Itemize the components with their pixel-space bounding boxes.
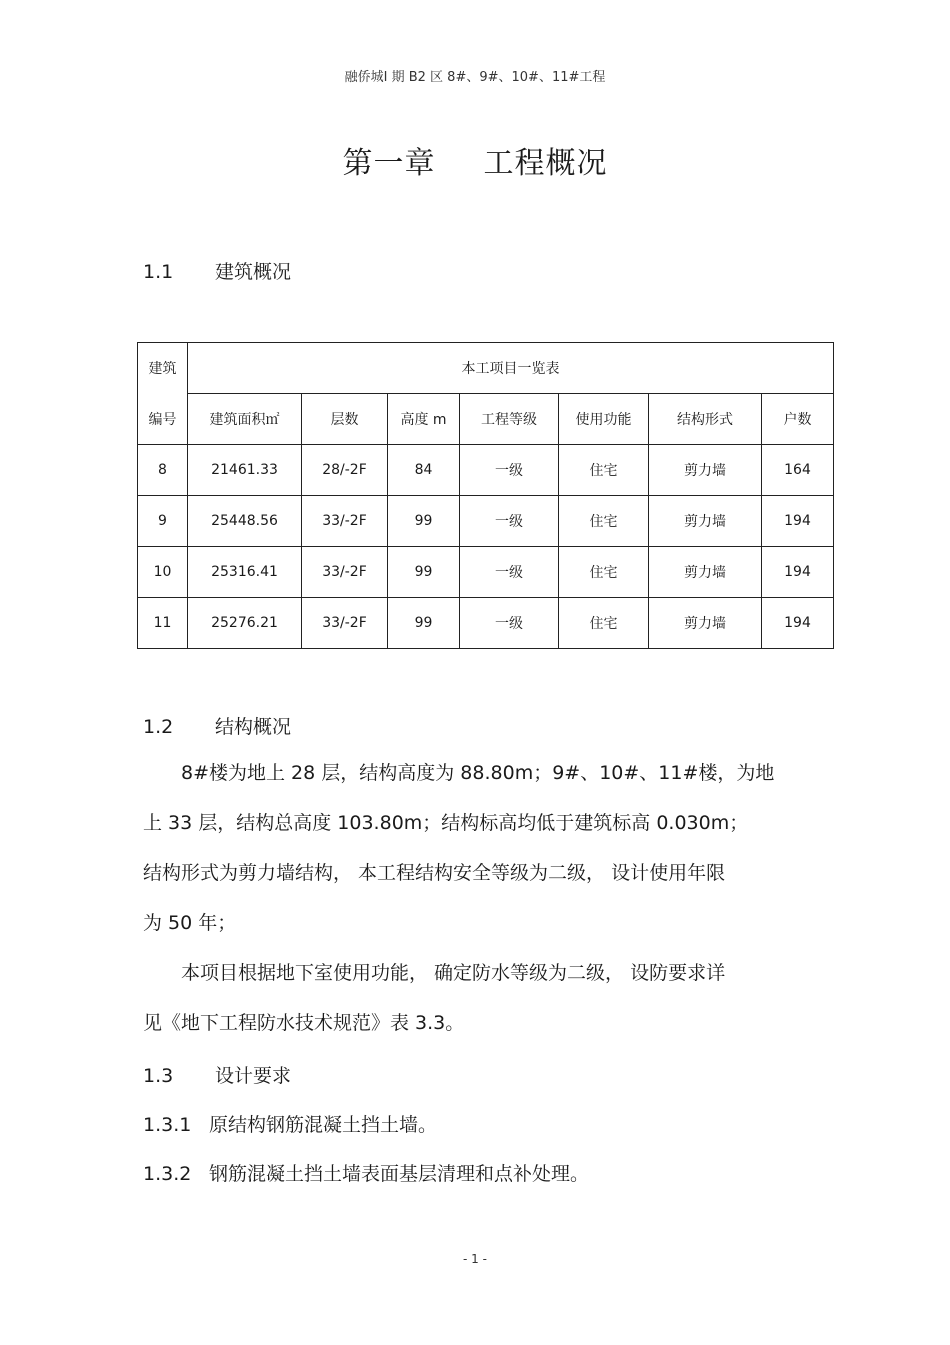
corner-label-bottom: 编号 xyxy=(138,394,188,445)
table-cell: 10 xyxy=(138,547,188,598)
paragraph-line: 本项目根据地下室使用功能， 确定防水等级为二级， 设防要求详 xyxy=(143,962,726,984)
structure-paragraph xyxy=(143,748,808,948)
paragraph-line: 结构形式为剪力墙结构， 本工程结构安全等级为二级， 设计使用年限 xyxy=(143,862,726,884)
section-number: 1.3 xyxy=(143,1065,174,1087)
table-cell: 33/-2F xyxy=(302,547,388,598)
table-header-row xyxy=(138,394,834,445)
section-heading-1-1 xyxy=(143,257,291,284)
corner-label-top: 建筑 xyxy=(138,343,188,394)
table-cell: 194 xyxy=(762,547,834,598)
table-cell: 99 xyxy=(388,496,460,547)
section-title: 原结构钢筋混凝土挡土墙。 xyxy=(209,1114,438,1136)
project-table xyxy=(137,342,834,649)
section-title: 钢筋混凝土挡土墙表面基层清理和点补处理。 xyxy=(209,1163,590,1185)
table-cell: 33/-2F xyxy=(302,598,388,649)
section-title: 结构概况 xyxy=(215,716,292,738)
table-cell: 99 xyxy=(388,547,460,598)
header-cell: 层数 xyxy=(302,394,388,445)
paragraph-line: 见《地下工程防水技术规范》表 3.3。 xyxy=(143,1012,465,1034)
table-cell: 剪力墙 xyxy=(649,445,762,496)
section-number: 1.3.1 xyxy=(143,1114,192,1136)
table-cell: 25276.21 xyxy=(188,598,302,649)
section-heading-1-3-1 xyxy=(143,1110,437,1137)
section-title: 建筑概况 xyxy=(215,261,292,283)
chapter-title xyxy=(0,138,950,182)
table-cell: 99 xyxy=(388,598,460,649)
table-row xyxy=(138,598,834,649)
table-cell: 9 xyxy=(138,496,188,547)
header-cell: 高度 m xyxy=(388,394,460,445)
section-heading-1-3 xyxy=(143,1061,291,1088)
table-cell: 剪力墙 xyxy=(649,496,762,547)
paragraph-line: 上 33 层，结构总高度 103.80m；结构标高均低于建筑标高 0.030m； xyxy=(143,812,749,834)
page-number: - 1 - xyxy=(463,1252,487,1266)
chapter-number: 第一章 xyxy=(342,146,436,181)
table-cell: 一级 xyxy=(460,547,559,598)
table-row xyxy=(138,445,834,496)
table-row xyxy=(138,547,834,598)
table-cell: 21461.33 xyxy=(188,445,302,496)
table-cell: 194 xyxy=(762,598,834,649)
header-cell: 使用功能 xyxy=(559,394,649,445)
section-number: 1.2 xyxy=(143,716,174,738)
header-cell: 建筑面积㎡ xyxy=(188,394,302,445)
section-number: 1.3.2 xyxy=(143,1163,192,1185)
table-cell: 25448.56 xyxy=(188,496,302,547)
table-cell: 住宅 xyxy=(559,547,649,598)
header-cell: 户数 xyxy=(762,394,834,445)
table-cell: 住宅 xyxy=(559,598,649,649)
table-cell: 194 xyxy=(762,496,834,547)
table-cell: 33/-2F xyxy=(302,496,388,547)
paragraph-line: 8#楼为地上 28 层，结构高度为 88.80m；9#、10#、11#楼，为地 xyxy=(143,762,775,784)
table-cell: 住宅 xyxy=(559,496,649,547)
paragraph-line: 为 50 年； xyxy=(143,912,237,934)
table-cell: 84 xyxy=(388,445,460,496)
section-heading-1-2 xyxy=(143,712,291,739)
header-cell: 结构形式 xyxy=(649,394,762,445)
table-cell: 住宅 xyxy=(559,445,649,496)
table-cell: 25316.41 xyxy=(188,547,302,598)
table-cell: 28/-2F xyxy=(302,445,388,496)
waterproof-paragraph xyxy=(143,948,808,1048)
header-cell: 工程等级 xyxy=(460,394,559,445)
section-heading-1-3-2 xyxy=(143,1159,589,1186)
table-cell: 8 xyxy=(138,445,188,496)
table-caption: 本工项目一览表 xyxy=(188,343,834,394)
running-header: 融侨城Ⅰ 期 B2 区 8#、9#、10#、11#工程 xyxy=(344,70,606,85)
table-cell: 一级 xyxy=(460,598,559,649)
table-cell: 一级 xyxy=(460,496,559,547)
table-cell: 剪力墙 xyxy=(649,598,762,649)
table-cell: 剪力墙 xyxy=(649,547,762,598)
chapter-name: 工程概况 xyxy=(483,146,608,181)
table-cell: 一级 xyxy=(460,445,559,496)
table-row xyxy=(138,496,834,547)
table-cell: 164 xyxy=(762,445,834,496)
section-number: 1.1 xyxy=(143,261,174,283)
table-cell: 11 xyxy=(138,598,188,649)
section-title: 设计要求 xyxy=(215,1065,292,1087)
